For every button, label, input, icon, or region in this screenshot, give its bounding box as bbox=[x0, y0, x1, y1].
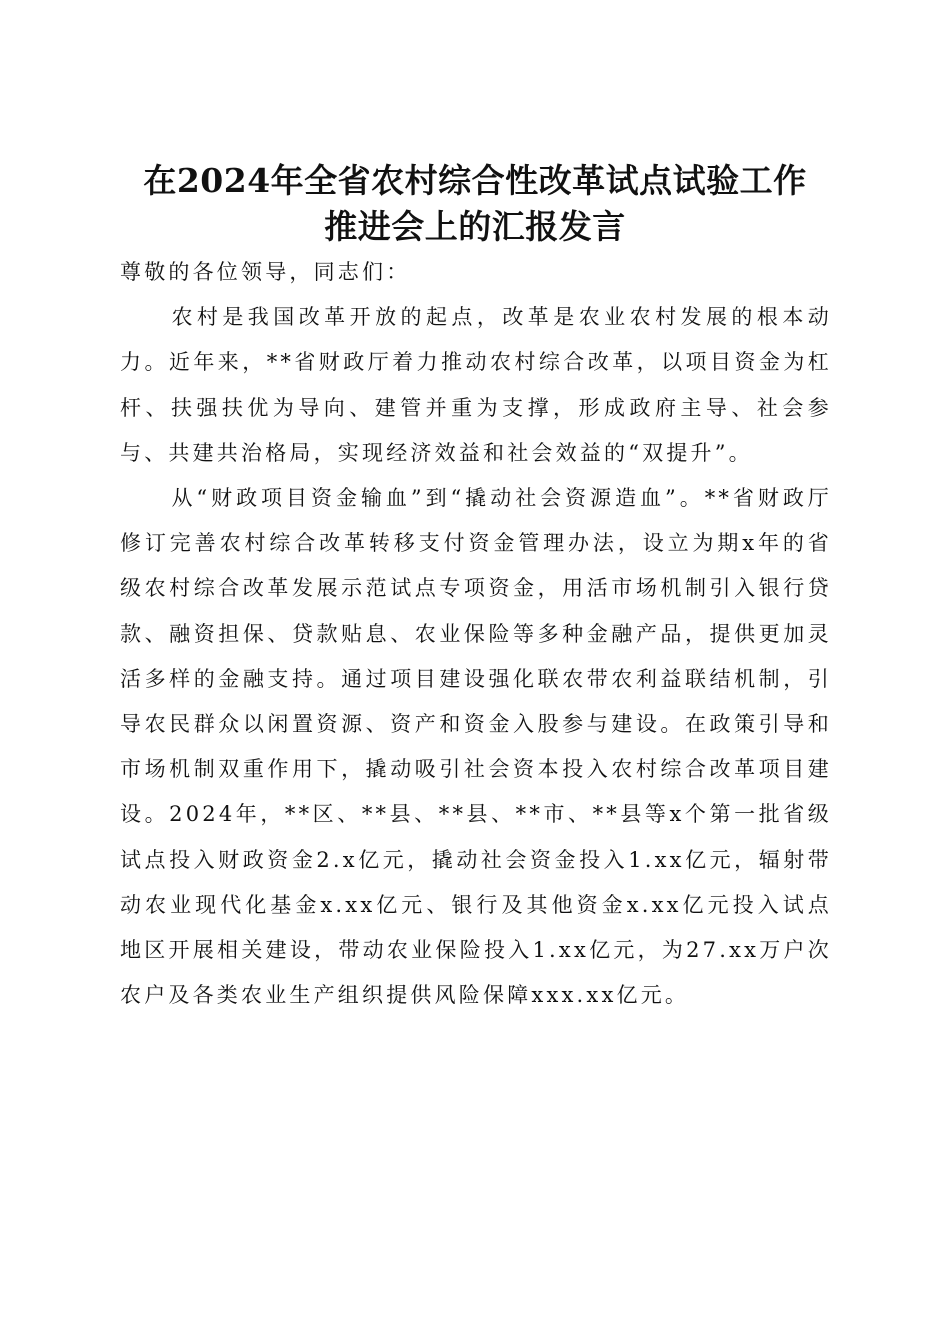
document-body bbox=[120, 250, 832, 1018]
title-line-2: 推进会上的汇报发言 bbox=[324, 207, 626, 247]
document-title bbox=[0, 158, 950, 250]
greeting: 尊敬的各位领导，同志们： bbox=[120, 260, 411, 284]
paragraph-funding: 从“财政项目资金输血”到“撬动社会资源造血”。**省财政厅修订完善农村综合改革转移支付资金管理办法，设立为期x年的省级农村综合改革发展示范试点专项资金，用活市场机制引入银行贷款、融资担保、贷款贴息、农业保险等多种金融产品，提供更加灵活多样的金融支持。通过项目建设强化联农带农利益联结机制，引导农民群众以闲置资源、资产和资金入股参与建设。在政策引导和市场机制双重作用下，撬动吸引社会资本投入农村综合改革项目建设。2024年，**区、**县、**县、**市、**县等x个第一批省级试点投入财政资金2.x亿元，撬动社会资金投入1.xx亿元，辐射带动农业现代化基金x.xx亿元、银行及其他资金x.xx亿元投入试点地区开展相关建设，带动农业保险投入1.xx亿元，为27.xx万户次农户及各类农业生产组织提供风险保障xxx.xx亿元。 bbox=[120, 486, 832, 1008]
paragraph-intro: 农村是我国改革开放的起点，改革是农业农村发展的根本动力。近年来，**省财政厅着力推动农村综合改革，以项目资金为杠杆、扶强扶优为导向、建管并重为支撑，形成政府主导、社会参与、共建共治格局，实现经济效益和社会效益的“双提升”。 bbox=[120, 305, 832, 465]
title-line-1: 在2024年全省农村综合性改革试点试验工作 bbox=[143, 161, 807, 201]
